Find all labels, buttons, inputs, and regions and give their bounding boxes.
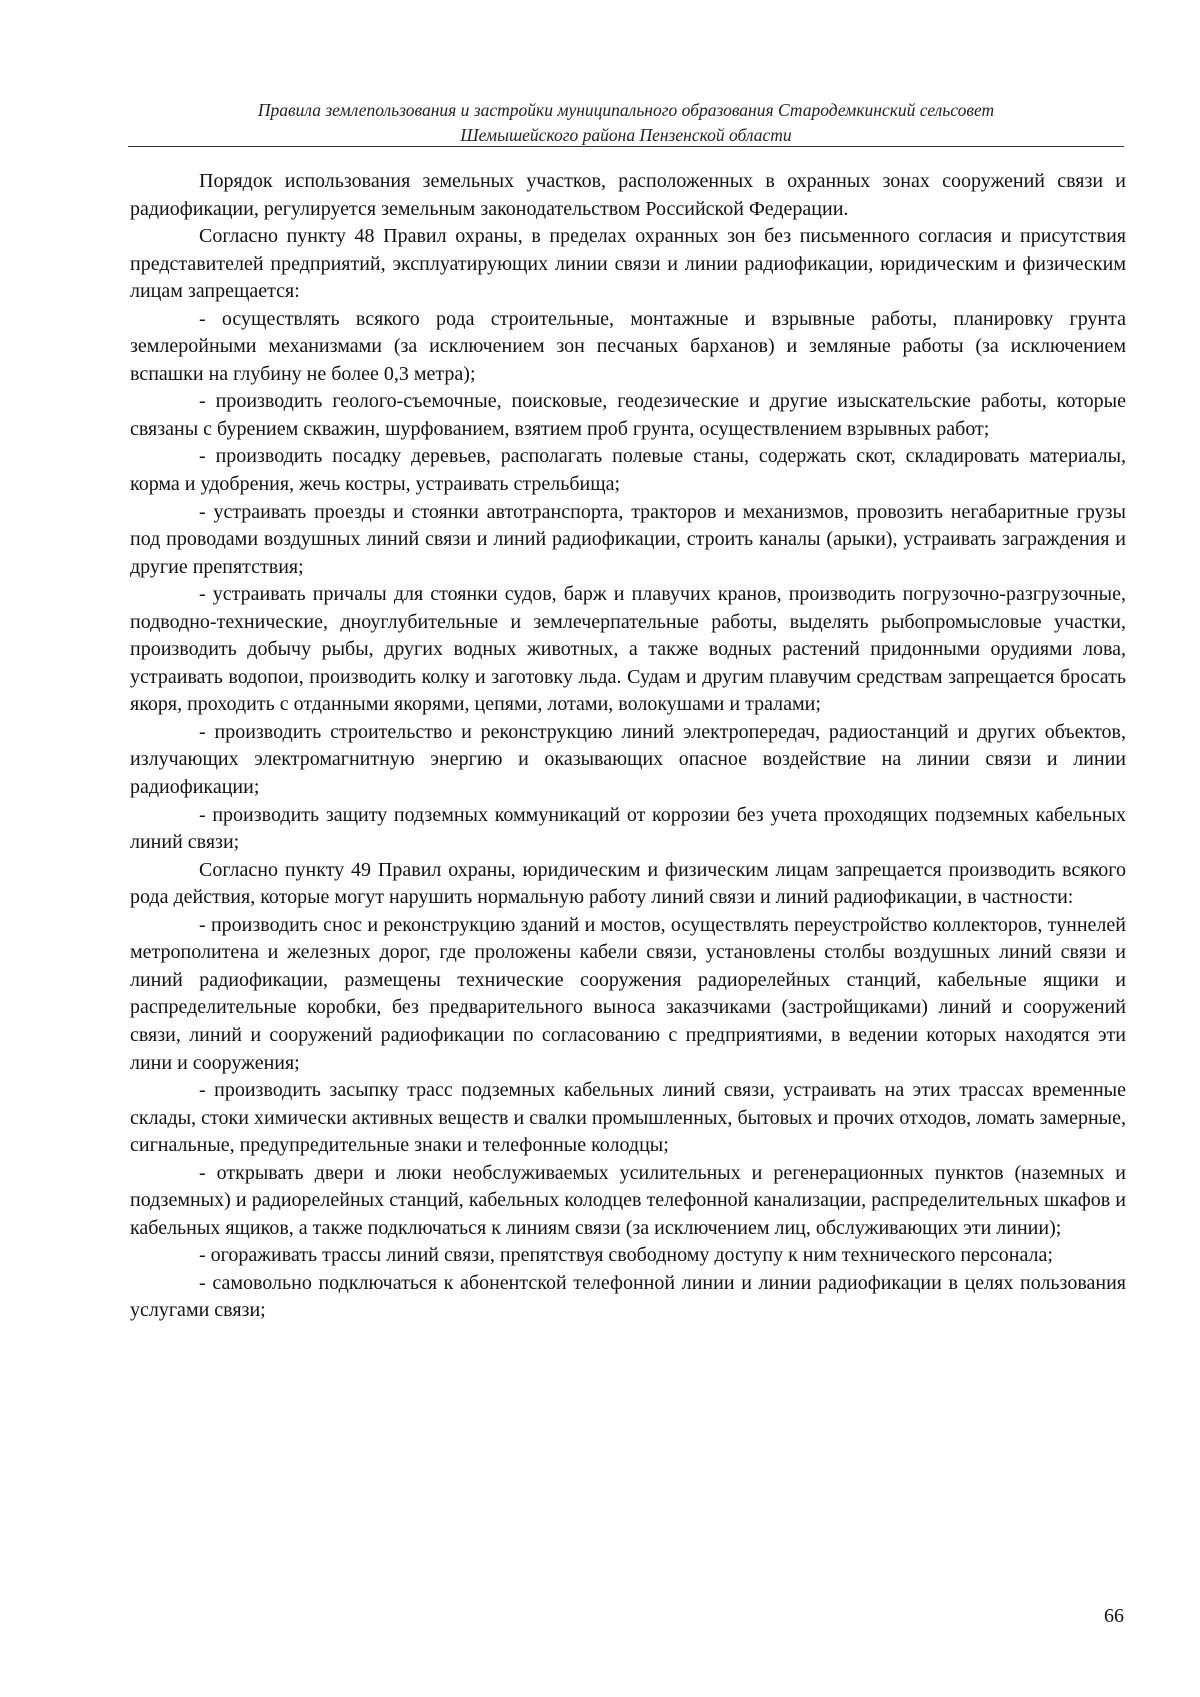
- list-item: - открывать двери и люки необслуживаемых усилительных и регенерационных пунктов (наземных и подземных) и радиорелейных станций, кабельных колодцев телефонной канализации, распределительных шкафов и кабельных ящиков, а также подключаться к линиям связи (за исключением лиц, обслуживающих эти линии);: [130, 1161, 1126, 1239]
- list-item: - производить строительство и реконструкцию линий электропередач, радиостанций и других объектов, излучающих электромагнитную энергию и оказывающих опасное воздействие на линии связи и линии радиофикации;: [130, 720, 1126, 799]
- paragraph: Согласно пункту 49 Правил охраны, юридическим и физическим лицам запрещается производить всякого рода действия, которые могут нарушить нормальную работу линий связи и линий радиофикации, в частности:: [130, 858, 1126, 909]
- list-item: - самовольно подключаться к абонентской телефонной линии и линии радиофикации в целях пользования услугами связи;: [130, 1271, 1126, 1322]
- header-line-2: Шемышейского района Пензенской области: [460, 125, 792, 145]
- list-item: - производить посадку деревьев, располагать полевые станы, содержать скот, складировать материалы, корма и удобрения, жечь костры, устраивать стрельбища;: [130, 445, 1126, 496]
- running-header: [128, 98, 1124, 148]
- page-number: 66: [1104, 1605, 1124, 1627]
- body-text: [130, 168, 1126, 1325]
- list-item: - устраивать проезды и стоянки автотранспорта, тракторов и механизмов, провозить негабаритные грузы под проводами воздушных линий связи и линий радиофикации, строить каналы (арыки), устраивать заграждения и другие препятствия;: [130, 500, 1126, 578]
- list-item: - производить снос и реконструкцию зданий и мостов, осуществлять переустройство коллекторов, туннелей метрополитена и железных дорог, где проложены кабели связи, установлены столбы воздушных линий связи и линий радиофикации, размещены технические сооружения радиорелейных станций, кабельные ящики и распределительные коробки, без предварительного выноса заказчиками (застройщиками) линий и сооружений связи, линий и сооружений радиофикации по согласованию с предприятиями, в ведении которых находятся эти лини и сооружения;: [130, 913, 1126, 1074]
- paragraph: Порядок использования земельных участков, расположенных в охранных зонах сооружений связи и радиофикации, регулируется земельным законодательством Российской Федерации.: [130, 170, 1126, 220]
- list-item: - производить засыпку трасс подземных кабельных линий связи, устраивать на этих трассах временные склады, стоки химически активных веществ и свалки промышленных, бытовых и прочих отходов, ломать замерные, сигнальные, предупредительные знаки и телефонные колодцы;: [130, 1079, 1126, 1157]
- header-line-1: Правила землепользования и застройки муниципального образования Стародемкинский сельсовет: [257, 100, 995, 120]
- list-item: - осуществлять всякого рода строительные, монтажные и взрывные работы, планировку грунта землеройными механизмами (за исключением зон песчаных барханов) и земляные работы (за исключением вспашки на глубину не более 0,3 метра);: [130, 307, 1126, 385]
- paragraph: Согласно пункту 48 Правил охраны, в пределах охранных зон без письменного согласия и присутствия представителей предприятий, эксплуатирующих линии связи и линии радиофикации, юридическим и физическим лицам запрещается:: [130, 225, 1126, 303]
- list-item: - производить защиту подземных коммуникаций от коррозии без учета проходящих подземных кабельных линий связи;: [130, 803, 1126, 854]
- list-item: - устраивать причалы для стоянки судов, барж и плавучих кранов, производить погрузочно-разгрузочные, подводно-технические, дноуглубительные и землечерпательные работы, выделять рыбопромысловые участки, производить добычу рыбы, других водных животных, а также водных растений придонными орудиями лова, устраивать водопои, производить колку и заготовку льда. Судам и другим плавучим средствам запрещается бросать якоря, проходить с отданными якорями, цепями, лотами, волокушами и тралами;: [130, 583, 1126, 716]
- header-divider: [128, 146, 1124, 147]
- list-item: - огораживать трассы линий связи, препятствуя свободному доступу к ним технического персонала;: [199, 1244, 1053, 1267]
- list-item: - производить геолого-съемочные, поисковые, геодезические и другие изыскательские работы, которые связаны с бурением скважин, шурфованием, взятием проб грунта, осуществлением взрывных работ;: [130, 390, 1126, 440]
